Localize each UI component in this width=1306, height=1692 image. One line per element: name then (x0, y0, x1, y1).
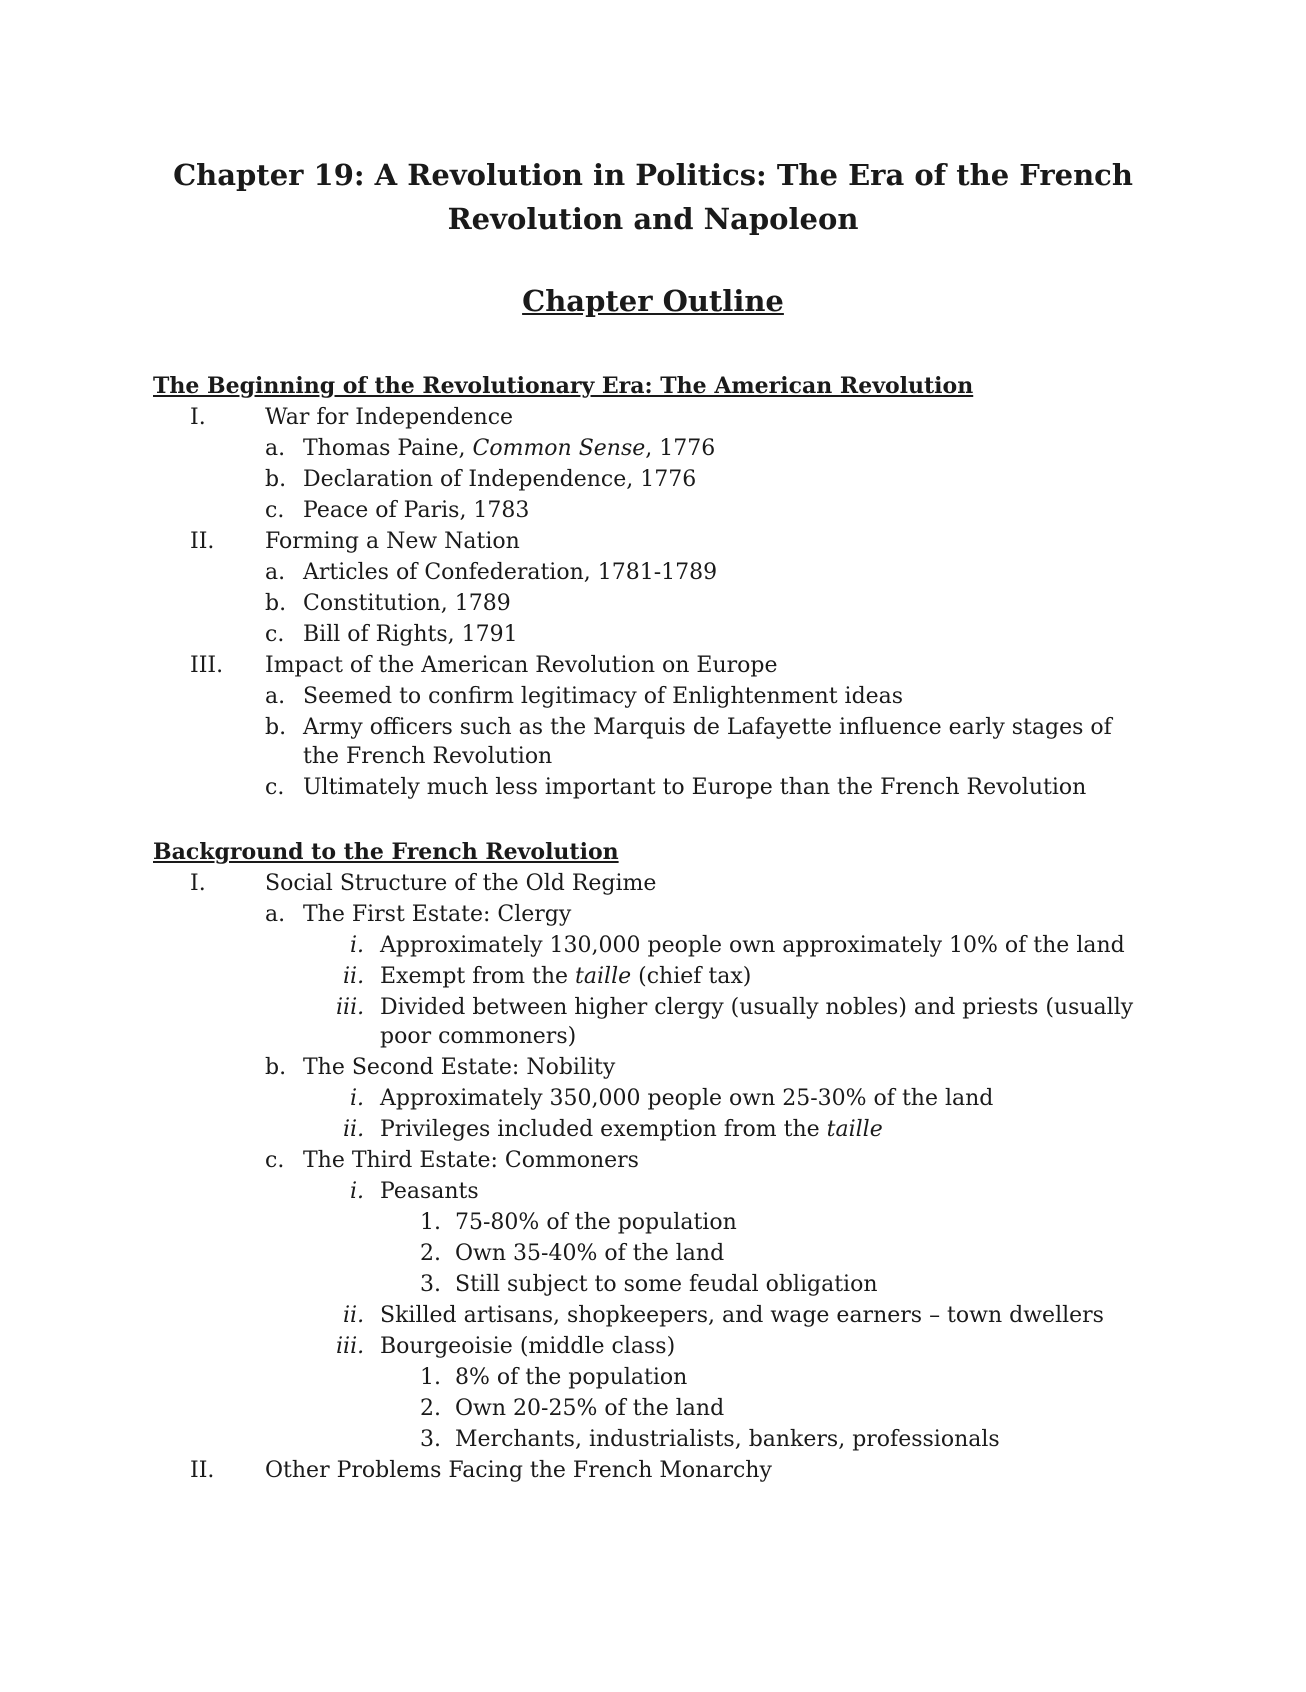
outline-item: Seemed to confirm legitimacy of Enlightenment ideas (303, 684, 904, 709)
outline-marker: 1. (420, 1210, 441, 1235)
outline-marker: iii. (336, 995, 365, 1020)
outline-item: Merchants, industrialists, bankers, professionals (455, 1427, 1000, 1452)
outline-item: Thomas Paine, Common Sense, 1776 (303, 436, 716, 461)
outline-item: Approximately 130,000 people own approximately 10% of the land (380, 933, 1125, 958)
outline-marker: ii. (343, 1303, 365, 1328)
outline-marker: ii. (343, 1117, 365, 1142)
outline-item: Articles of Confederation, 1781-1789 (303, 560, 718, 585)
outline-marker: a. (265, 684, 286, 709)
page-title-line-1: Chapter 19: A Revolution in Politics: The Era of the French (173, 158, 1133, 192)
outline-item: Social Structure of the Old Regime (265, 871, 657, 896)
outline-item-continuation: poor commoners) (380, 1024, 577, 1049)
outline-marker: i. (350, 1179, 365, 1204)
outline-item: Divided between higher clergy (usually nobles) and priests (usually (380, 995, 1134, 1020)
outline-marker: 3. (420, 1427, 441, 1452)
outline-marker: II. (190, 1458, 215, 1483)
outline-item: Privileges included exemption from the taille (380, 1117, 883, 1142)
outline-item: Own 20-25% of the land (455, 1396, 725, 1421)
outline-marker: b. (265, 715, 287, 740)
outline-item: Constitution, 1789 (303, 591, 511, 616)
outline-item: Army officers such as the Marquis de Lafayette influence early stages of (303, 715, 1112, 740)
outline-item: Exempt from the taille (chief tax) (380, 964, 752, 989)
outline-item: Approximately 350,000 people own 25-30% of the land (380, 1086, 994, 1111)
outline-marker: b. (265, 591, 287, 616)
outline-item: Own 35-40% of the land (455, 1241, 725, 1266)
outline-item: 8% of the population (455, 1365, 688, 1390)
outline-marker: a. (265, 560, 286, 585)
outline-item: Skilled artisans, shopkeepers, and wage earners – town dwellers (380, 1303, 1104, 1328)
outline-item: Bill of Rights, 1791 (303, 622, 518, 647)
outline-marker: II. (190, 529, 215, 554)
outline-marker: 3. (420, 1272, 441, 1297)
outline-marker: iii. (336, 1334, 365, 1359)
outline-item: Other Problems Facing the French Monarchy (265, 1458, 772, 1483)
outline-marker: 2. (420, 1396, 441, 1421)
outline-item: The Third Estate: Commoners (303, 1148, 639, 1173)
outline-item-continuation: the French Revolution (303, 744, 553, 769)
outline-marker: i. (350, 1086, 365, 1111)
outline-item: The Second Estate: Nobility (303, 1055, 616, 1080)
outline-marker: a. (265, 436, 286, 461)
outline-item: Still subject to some feudal obligation (455, 1272, 878, 1297)
outline-item: Peasants (380, 1179, 479, 1204)
outline-marker: c. (265, 622, 285, 647)
outline-marker: I. (190, 871, 206, 896)
outline-marker: III. (190, 653, 224, 678)
outline-item: Bourgeoisie (middle class) (380, 1334, 676, 1359)
outline-item: Ultimately much less important to Europe than the French Revolution (303, 775, 1087, 800)
outline-item: Peace of Paris, 1783 (303, 498, 530, 523)
outline-marker: b. (265, 1055, 287, 1080)
outline-marker: a. (265, 902, 286, 927)
outline-item: The First Estate: Clergy (303, 902, 572, 927)
outline-marker: I. (190, 405, 206, 430)
chapter-outline-heading: Chapter Outline (522, 284, 784, 318)
outline-marker: b. (265, 467, 287, 492)
outline-item: Declaration of Independence, 1776 (303, 467, 697, 492)
outline-marker: c. (265, 498, 285, 523)
outline-marker: 1. (420, 1365, 441, 1390)
outline-item: Impact of the American Revolution on Europe (265, 653, 778, 678)
outline-marker: c. (265, 1148, 285, 1173)
outline-item: Forming a New Nation (265, 529, 520, 554)
page-title-line-2: Revolution and Napoleon (447, 202, 859, 236)
outline-marker: i. (350, 933, 365, 958)
section-heading-american-revolution: The Beginning of the Revolutionary Era: The American Revolution (153, 373, 974, 399)
outline-item: 75-80% of the population (455, 1210, 737, 1235)
outline-marker: 2. (420, 1241, 441, 1266)
outline-marker: c. (265, 775, 285, 800)
outline-marker: ii. (343, 964, 365, 989)
outline-item: War for Independence (265, 405, 514, 430)
section-heading-background-french-revolution: Background to the French Revolution (153, 839, 619, 865)
